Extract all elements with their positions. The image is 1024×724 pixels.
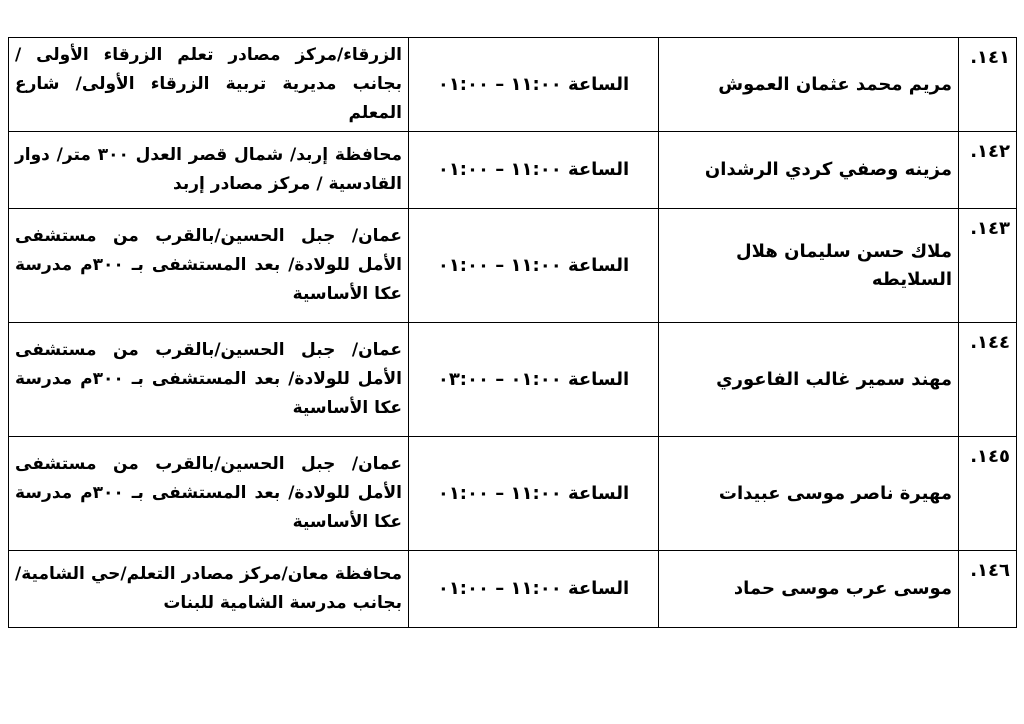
person-name: مريم محمد عثمان العموش [659, 38, 959, 132]
schedule-table [8, 37, 1017, 628]
location-address: عمان/ جبل الحسين/بالقرب من مستشفى الأمل للولادة/ بعد المستشفى بـ ٣٠٠م مدرسة عكا الأساسية [9, 437, 409, 551]
row-number: ١٤٤. [959, 323, 1017, 437]
person-name: ملاك حسن سليمان هلال السلايطه [659, 209, 959, 323]
row-number: ١٤٢. [959, 132, 1017, 209]
person-name: مهيرة ناصر موسى عبيدات [659, 437, 959, 551]
time-slot: الساعة ١١:٠٠ – ٠١:٠٠ [409, 38, 659, 132]
row-number: ١٤١. [959, 38, 1017, 132]
table-row [9, 132, 1017, 209]
location-address: عمان/ جبل الحسين/بالقرب من مستشفى الأمل للولادة/ بعد المستشفى بـ ٣٠٠م مدرسة عكا الأساسية [9, 323, 409, 437]
table-row [9, 323, 1017, 437]
location-address: عمان/ جبل الحسين/بالقرب من مستشفى الأمل للولادة/ بعد المستشفى بـ ٣٠٠م مدرسة عكا الأساسية [9, 209, 409, 323]
time-slot: الساعة ١١:٠٠ – ٠١:٠٠ [409, 132, 659, 209]
table-row [9, 437, 1017, 551]
location-address: محافظة إربد/ شمال قصر العدل ٣٠٠ متر/ دوار القادسية / مركز مصادر إربد [9, 132, 409, 209]
location-address: الزرقاء/مركز مصادر تعلم الزرقاء الأولى /بجانب مديرية تربية الزرقاء الأولى/ شارع المعلم [9, 38, 409, 132]
time-slot: الساعة ١١:٠٠ – ٠١:٠٠ [409, 551, 659, 628]
person-name: مزينه وصفي كردي الرشدان [659, 132, 959, 209]
table-row [9, 209, 1017, 323]
person-name: موسى عرب موسى حماد [659, 551, 959, 628]
row-number: ١٤٥. [959, 437, 1017, 551]
time-slot: الساعة ١١:٠٠ – ٠١:٠٠ [409, 437, 659, 551]
person-name: مهند سمير غالب الفاعوري [659, 323, 959, 437]
table-row [9, 551, 1017, 628]
time-slot: الساعة ٠١:٠٠ – ٠٣:٠٠ [409, 323, 659, 437]
table-row [9, 38, 1017, 132]
row-number: ١٤٣. [959, 209, 1017, 323]
row-number: ١٤٦. [959, 551, 1017, 628]
time-slot: الساعة ١١:٠٠ – ٠١:٠٠ [409, 209, 659, 323]
location-address: محافظة معان/مركز مصادر التعلم/حي الشامية/ بجانب مدرسة الشامية للبنات [9, 551, 409, 628]
